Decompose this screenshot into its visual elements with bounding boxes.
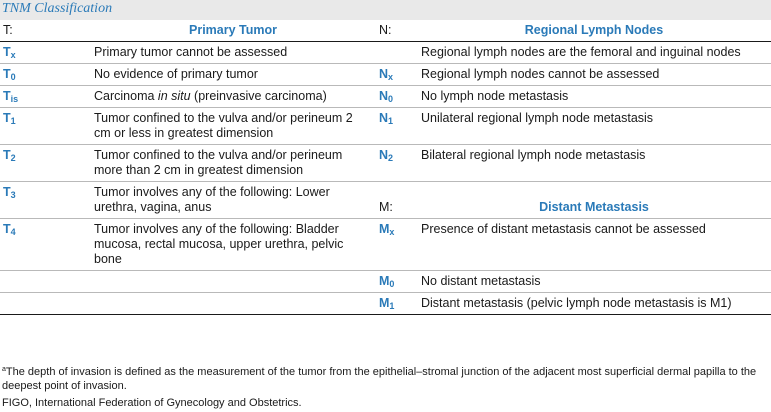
table-title: TNM Classification: [2, 1, 113, 16]
t-code: $T_4$: [0, 219, 91, 271]
empty-cell: [0, 271, 91, 293]
regional-nodes-header: Regional Lymph Nodes: [418, 20, 771, 42]
footnote-figo: FIGO, International Federation of Gynecology and Obstetrics.: [2, 397, 302, 409]
t-description: Primary tumor cannot be assessed: [91, 42, 376, 64]
n-code: $N_0$: [376, 86, 418, 108]
t-code: $T_0$: [0, 64, 91, 86]
t-description: Carcinoma in situ (preinvasive carcinoma): [91, 86, 376, 108]
m-code: $M_x$: [376, 219, 418, 271]
m-description: No distant metastasis: [418, 271, 771, 293]
m-code: $M_0$: [376, 271, 418, 293]
n-label: N:: [376, 20, 418, 42]
table-header-row: [0, 20, 771, 42]
t-description: Tumor involves any of the following: Lower urethra, vagina, anus: [91, 182, 376, 219]
t-description: Tumor involves any of the following: Bladder mucosa, rectal mucosa, upper urethra, pelvic bone: [91, 219, 376, 271]
n-description: Regional lymph nodes cannot be assessed: [418, 64, 771, 86]
t-code: $T_1$: [0, 108, 91, 145]
table-row: [0, 108, 771, 145]
distant-metastasis-header: Distant Metastasis: [418, 182, 771, 219]
footnotes: [2, 365, 768, 410]
n-code: $N_1$: [376, 108, 418, 145]
empty-cell: [91, 293, 376, 315]
m-code: $M_1$: [376, 293, 418, 315]
primary-tumor-header: Primary Tumor: [91, 20, 376, 42]
n-description: No lymph node metastasis: [418, 86, 771, 108]
tnm-table: [0, 20, 771, 315]
m-label: M:: [376, 182, 418, 219]
n-description: Regional lymph nodes are the femoral and inguinal nodes: [418, 42, 771, 64]
t-code: $T_x$: [0, 42, 91, 64]
t-description: Tumor confined to the vulva and/or perineum more than 2 cm in greatest dimension: [91, 145, 376, 182]
t-code: $T_2$: [0, 145, 91, 182]
t-code: $T_3$: [0, 182, 91, 219]
table-row: [0, 219, 771, 271]
footnote-depth: $^a$The depth of invasion is defined as the measurement of the tumor from the epithelial–stromal junction of the adjacent most superficial dermal papilla to the deepest point of invasion.: [2, 366, 757, 392]
empty-cell: [0, 293, 91, 315]
n-code: [376, 42, 418, 64]
m-description: Presence of distant metastasis cannot be assessed: [418, 219, 771, 271]
table-row: [0, 64, 771, 86]
title-bar: [0, 0, 771, 20]
table-row: [0, 182, 771, 219]
n-description: Bilateral regional lymph node metastasis: [418, 145, 771, 182]
table-row: [0, 42, 771, 64]
t-code: $T_{is}$: [0, 86, 91, 108]
m-description: Distant metastasis (pelvic lymph node metastasis is M1): [418, 293, 771, 315]
n-code: $N_x$: [376, 64, 418, 86]
t-description: Tumor confined to the vulva and/or perineum 2 cm or less in greatest dimension: [91, 108, 376, 145]
t-description: No evidence of primary tumor: [91, 64, 376, 86]
table-row: [0, 145, 771, 182]
t-label: T:: [0, 20, 91, 42]
table-row: [0, 293, 771, 315]
n-description: Unilateral regional lymph node metastasis: [418, 108, 771, 145]
table-row: [0, 271, 771, 293]
n-code: $N_2$: [376, 145, 418, 182]
table-row: [0, 86, 771, 108]
empty-cell: [91, 271, 376, 293]
